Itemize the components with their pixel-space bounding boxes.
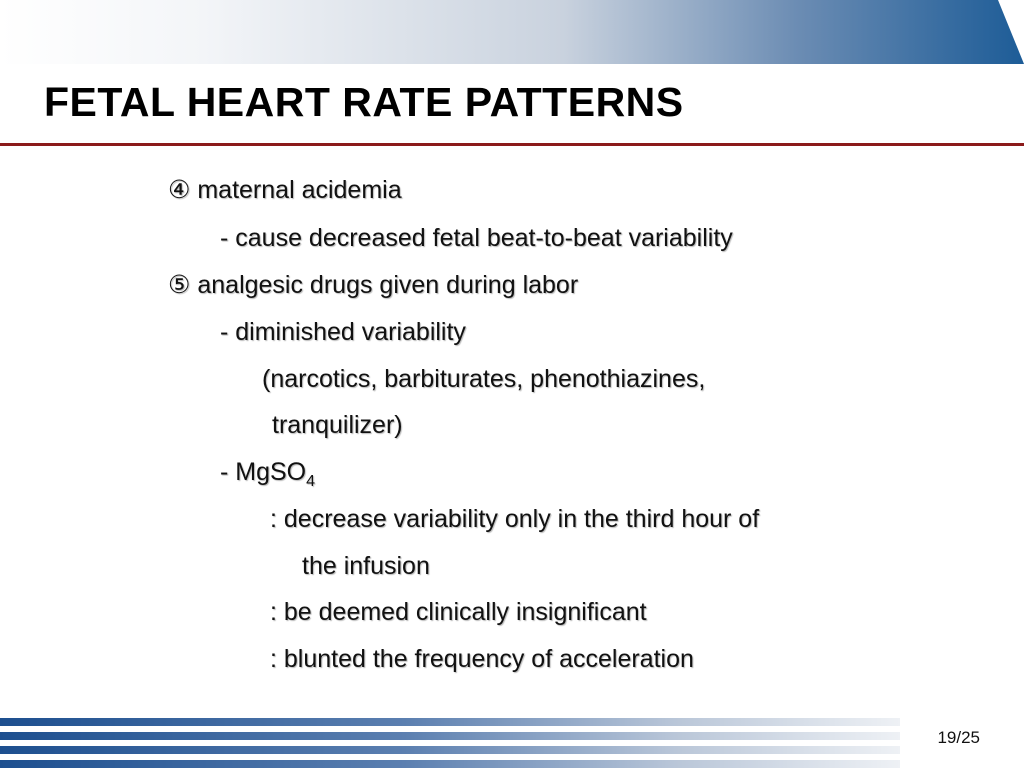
footer-stripe-2 — [0, 732, 900, 740]
sub-bullet-decreased-variability: - cause decreased fetal beat-to-beat variability — [220, 224, 733, 252]
mgso4-note-infusion: the infusion — [302, 552, 430, 580]
drug-list-line-1: (narcotics, barbiturates, phenothiazines, — [262, 365, 706, 393]
sub-bullet-diminished-variability: - diminished variability — [220, 318, 466, 346]
footer-stripe-1 — [0, 718, 900, 726]
slide-title: FETAL HEART RATE PATTERNS — [44, 79, 684, 125]
page-number: 19/25 — [937, 728, 980, 747]
mgso4-note-acceleration: : blunted the frequency of acceleration — [270, 645, 694, 673]
bullet-analgesic-drugs: ⑤ analgesic drugs given during labor — [168, 271, 579, 299]
bullet-maternal-acidemia: ④ maternal acidemia — [168, 176, 402, 204]
mgso4-note-third-hour: : decrease variability only in the third hour of — [270, 505, 760, 533]
sub-bullet-mgso4 — [220, 460, 315, 490]
footer-stripes — [0, 718, 1024, 768]
mgso4-note-insignificant: : be deemed clinically insignificant — [270, 598, 647, 626]
mgso4-subscript: 4 — [306, 473, 316, 490]
footer-stripe-4 — [0, 760, 900, 768]
footer-stripe-3 — [0, 746, 900, 754]
drug-list-line-2: tranquilizer) — [272, 411, 403, 439]
mgso4-label: - MgSO — [220, 458, 307, 486]
